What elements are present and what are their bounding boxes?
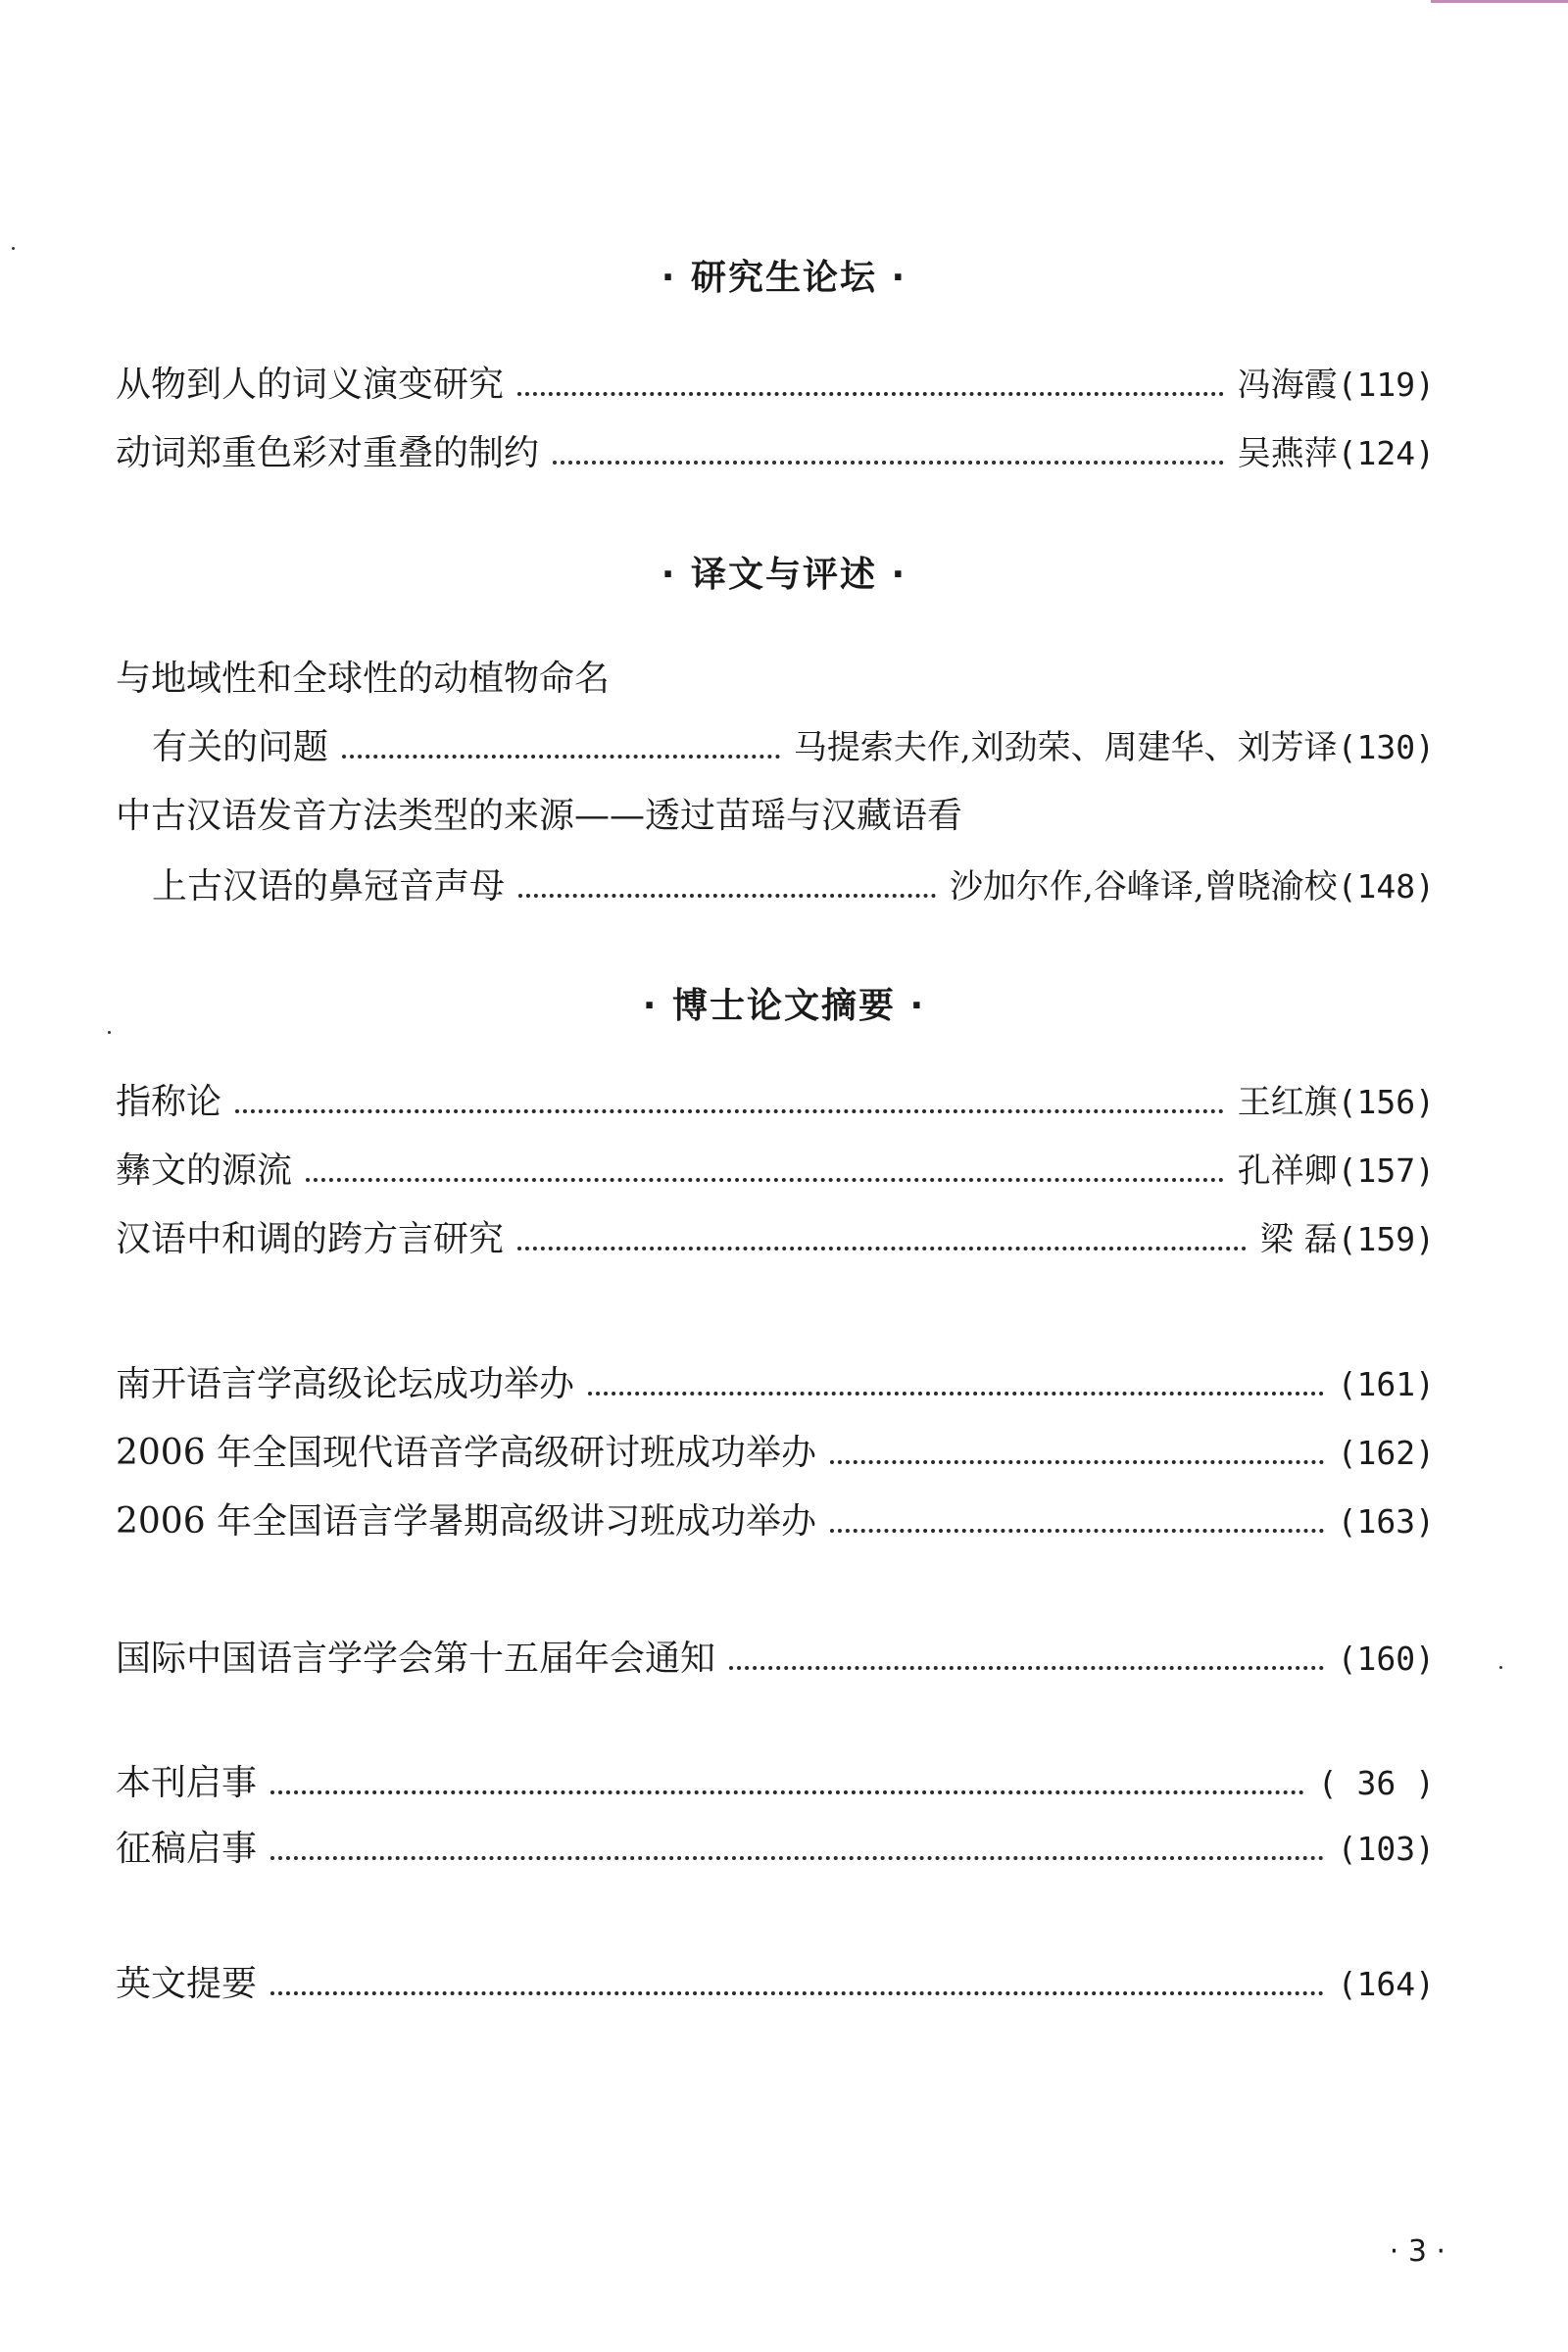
dot-leader: [830, 1460, 1324, 1464]
entry-page: (124): [1337, 434, 1435, 472]
entry-page: (161): [1337, 1365, 1435, 1403]
section-heading-translations: · 译文与评述 ·: [661, 555, 907, 595]
entry-title-continued: 上古汉语的鼻冠音声母: [152, 866, 506, 906]
dot-leader: [553, 461, 1224, 465]
toc-entry-title-line[interactable]: [116, 655, 1435, 704]
toc-entry[interactable]: [116, 1960, 1435, 2009]
entry-title: 中古汉语发音方法类型的来源——透过苗瑶与汉藏语看: [116, 796, 963, 836]
entry-title: 汉语中和调的跨方言研究: [116, 1219, 505, 1259]
entry-page: (130): [1337, 728, 1435, 766]
entry-title: 与地域性和全球性的动植物命名: [116, 659, 611, 699]
dot-leader: [235, 1109, 1224, 1113]
entry-page: (164): [1337, 1965, 1435, 2003]
entry-title: 南开语言学高级论坛成功举办: [116, 1364, 575, 1404]
scan-speck: [108, 1031, 111, 1034]
entry-author: 孔祥卿: [1237, 1152, 1338, 1191]
dot-leader: [270, 1856, 1324, 1860]
toc-entry[interactable]: [116, 361, 1435, 410]
toc-entry[interactable]: [116, 1078, 1435, 1127]
toc-entry[interactable]: [116, 1147, 1435, 1196]
entry-author: 王红旗: [1237, 1083, 1338, 1122]
entry-title: 国际中国语言学学会第十五届年会通知: [116, 1639, 716, 1679]
entry-title: 动词郑重色彩对重叠的制约: [116, 433, 540, 473]
entry-author: 吴燕萍: [1237, 434, 1338, 473]
entry-author: 马提索夫作,刘劲荣、周建华、刘芳译: [793, 728, 1338, 767]
entry-page: (157): [1337, 1152, 1435, 1190]
dot-leader: [270, 1991, 1324, 1995]
entry-page: (156): [1337, 1083, 1435, 1121]
toc-entry[interactable]: [116, 1635, 1435, 1684]
toc-entry[interactable]: [116, 1825, 1435, 1874]
top-edge-mark: [1431, 0, 1568, 3]
entry-title: 从物到人的词义演变研究: [116, 365, 505, 405]
toc-entry[interactable]: [116, 1759, 1435, 1808]
entry-title: 彝文的源流: [116, 1151, 293, 1191]
toc-entry[interactable]: [152, 862, 1435, 911]
entry-title: 本刊启事: [116, 1763, 258, 1803]
dot-leader: [830, 1529, 1324, 1533]
dot-leader: [518, 894, 936, 898]
toc-entry[interactable]: [116, 1497, 1435, 1546]
entry-page: ( 36 ): [1317, 1764, 1435, 1802]
entry-page: (160): [1337, 1640, 1435, 1678]
dot-leader: [517, 1247, 1247, 1250]
dot-leader: [588, 1392, 1324, 1396]
entry-title: 2006 年全国现代语音学高级研讨班成功举办: [116, 1433, 817, 1473]
toc-entry[interactable]: [116, 429, 1435, 478]
entry-page: (163): [1337, 1502, 1435, 1541]
entry-page: (103): [1337, 1830, 1435, 1868]
dot-leader: [729, 1666, 1324, 1670]
toc-entry[interactable]: [116, 1360, 1435, 1409]
entry-author: 冯海霞: [1237, 366, 1338, 405]
toc-entry-title-line[interactable]: [116, 792, 1435, 841]
scan-speck: [1499, 1666, 1502, 1669]
dot-leader: [306, 1178, 1224, 1182]
section-heading-graduate-forum: · 研究生论坛 ·: [661, 258, 907, 298]
entry-page: (162): [1337, 1434, 1435, 1472]
entry-title: 指称论: [116, 1082, 222, 1122]
entry-page: (148): [1337, 867, 1435, 906]
dot-leader: [270, 1790, 1304, 1794]
section-heading-dissertation-abstracts: · 博士论文摘要 ·: [642, 986, 926, 1026]
dot-leader: [342, 755, 780, 759]
entry-author: 梁 磊: [1259, 1220, 1338, 1259]
toc-entry[interactable]: [116, 1429, 1435, 1478]
page-number: · 3 ·: [1389, 2234, 1446, 2269]
dot-leader: [517, 392, 1224, 396]
entry-title: 征稿启事: [116, 1829, 258, 1869]
entry-page: (119): [1337, 366, 1435, 404]
entry-author: 沙加尔作,谷峰译,曾晓渝校: [950, 867, 1338, 906]
toc-entry[interactable]: [152, 723, 1435, 772]
entry-title: 英文提要: [116, 1964, 258, 2004]
toc-entry[interactable]: [116, 1215, 1435, 1264]
entry-page: (159): [1337, 1220, 1435, 1258]
entry-title: 2006 年全国语言学暑期高级讲习班成功举办: [116, 1501, 817, 1542]
entry-title-continued: 有关的问题: [152, 727, 329, 767]
